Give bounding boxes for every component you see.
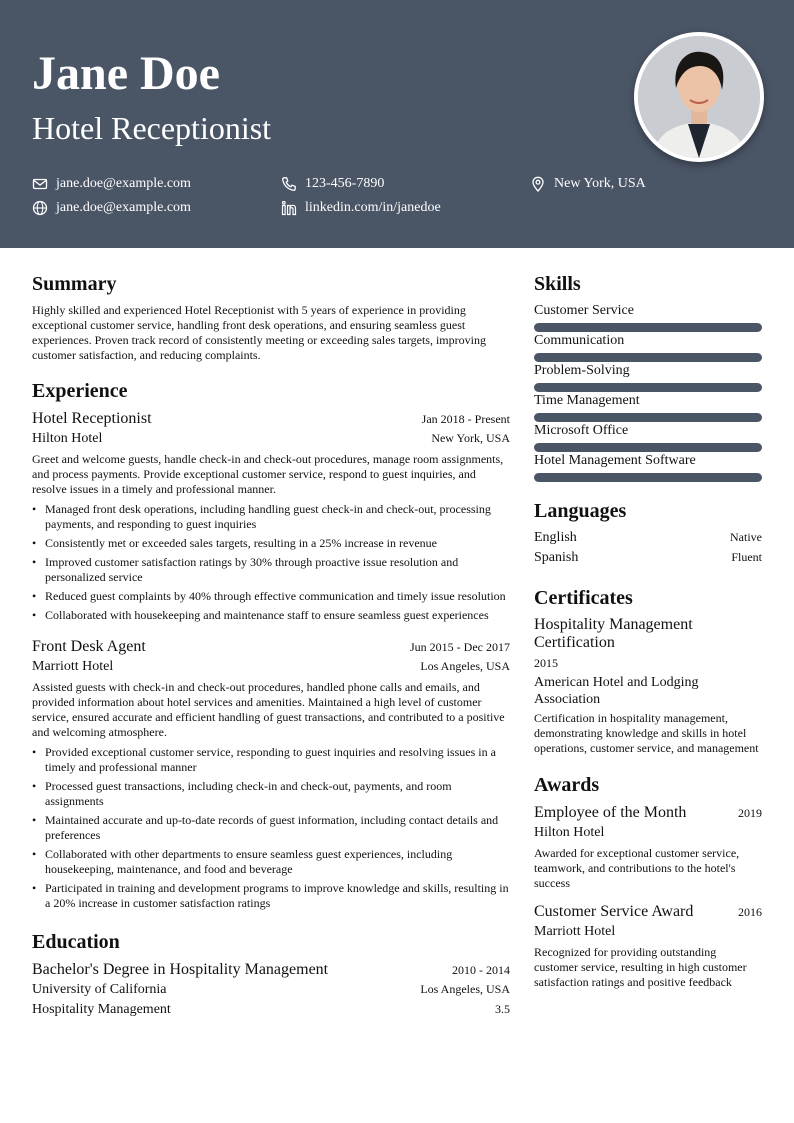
language-level: Native xyxy=(730,530,762,544)
list-item: • Collaborated with housekeeping and maintenance staff to ensure seamless guest experiences xyxy=(32,608,510,623)
award-name: Customer Service Award xyxy=(534,903,694,920)
skill-label: Problem-Solving xyxy=(534,363,630,378)
education-dates: 2010 - 2014 xyxy=(452,963,510,977)
list-item: • Collaborated with other departments to ensure seamless guest experiences, including housekeeping, maintenance, and food and beverage xyxy=(32,847,510,877)
contact-location xyxy=(530,175,646,193)
education-heading: Education xyxy=(32,931,120,953)
skill-label: Customer Service xyxy=(534,303,634,318)
degree: Bachelor's Degree in Hospitality Management xyxy=(32,961,329,978)
skill-label: Hotel Management Software xyxy=(534,453,696,468)
linkedin-icon xyxy=(281,200,297,216)
job-bullets xyxy=(32,502,510,623)
job-description: Greet and welcome guests, handle check-in and check-out procedures, manage room assignments, and process payments. Provide exceptional customer service, respond to guest inquiries, and resolve issues in a timely and professional manner. xyxy=(32,452,504,496)
job-location: New York, USA xyxy=(431,431,510,445)
mail-icon xyxy=(32,176,48,192)
website-text: jane.doe@example.com xyxy=(56,200,191,215)
awards-heading: Awards xyxy=(534,774,600,796)
award-entry xyxy=(534,803,762,891)
skill-bar xyxy=(534,323,762,332)
award-name: Employee of the Month xyxy=(534,804,687,821)
language-level: Fluent xyxy=(731,550,762,564)
skill-label: Communication xyxy=(534,333,625,348)
contact-website[interactable] xyxy=(32,199,191,217)
list-item: • Improved customer satisfaction ratings by 30% through proactive issue resolution and personalized service xyxy=(32,555,510,585)
contact-email[interactable] xyxy=(32,175,191,193)
phone-icon xyxy=(281,176,297,192)
award-description: Awarded for exceptional customer service, teamwork, and contributions to the hotel's success xyxy=(534,846,740,890)
list-item: • Consistently met or exceeded sales targets, resulting in a 25% increase in revenue xyxy=(32,536,510,551)
candidate-title: Hotel Receptionist xyxy=(32,110,272,146)
job-entry xyxy=(32,409,510,627)
list-item: • Managed front desk operations, including handling guest check-in and check-out, processing payments, and responding to guest inquiries xyxy=(32,502,510,532)
list-item: • Provided exceptional customer service, responding to guest inquiries and resolving issues in a timely and professional manner xyxy=(32,745,510,775)
award-org: Hilton Hotel xyxy=(534,825,605,840)
certificate-description: Certification in hospitality management, demonstrating knowledge and skills in hotel operations, customer service, and management xyxy=(534,711,759,755)
language-row xyxy=(534,529,762,546)
job-location: Los Angeles, USA xyxy=(420,659,510,673)
award-year: 2016 xyxy=(738,905,762,919)
job-dates: Jan 2018 - Present xyxy=(421,412,510,426)
email-text: jane.doe@example.com xyxy=(56,176,191,191)
candidate-name: Jane Doe xyxy=(32,47,220,100)
certificate-name: American Hotel and Lodging Association xyxy=(534,675,699,707)
location-text: New York, USA xyxy=(554,176,646,191)
certificates-heading: Certificates xyxy=(534,587,633,609)
list-item: • Processed guest transactions, including check-in and check-out, payments, and room assignments xyxy=(32,779,510,809)
resume-header xyxy=(0,0,794,248)
language-name: English xyxy=(534,530,577,545)
list-item: • Participated in training and development programs to improve knowledge and skills, resulting in a 20% increase in customer satisfaction ratings xyxy=(32,881,510,911)
certificate-year: 2015 xyxy=(534,656,558,670)
field-of-study: Hospitality Management xyxy=(32,1002,171,1017)
award-year: 2019 xyxy=(738,806,762,820)
skill-label: Time Management xyxy=(534,393,640,408)
award-description: Recognized for providing outstanding customer service, resulting in high customer satisfaction ratings and positive feedback xyxy=(534,945,747,989)
summary-heading: Summary xyxy=(32,273,117,295)
skill-bar xyxy=(534,413,762,422)
job-entry xyxy=(32,637,510,915)
list-item: • Maintained accurate and up-to-date records of guest information, including contact details and preferences xyxy=(32,813,510,843)
skill-bar xyxy=(534,383,762,392)
language-row xyxy=(534,549,762,566)
job-company: Marriott Hotel xyxy=(32,659,114,674)
job-description: Assisted guests with check-in and check-out procedures, handled phone calls and emails, and provided information about hotel services and amenities. Maintained a high level of customer service, ensured accurate and efficient handling of guest transactions, and contributed to a positive and welcoming atmosphere. xyxy=(32,680,505,739)
linkedin-text: linkedin.com/in/janedoe xyxy=(305,200,441,215)
contact-phone[interactable] xyxy=(281,175,384,193)
skill-label: Microsoft Office xyxy=(534,423,629,438)
language-name: Spanish xyxy=(534,550,579,565)
skill-bar xyxy=(534,473,762,482)
phone-text: 123-456-7890 xyxy=(305,176,385,191)
education-entry xyxy=(32,960,510,1020)
award-org: Marriott Hotel xyxy=(534,924,616,939)
summary-text: Highly skilled and experienced Hotel Receptionist with 5 years of experience in providing exceptional customer service, handling front desk operations, and ensuring seamless guest experiences. Proven track record of consistently meeting or exceeding sales targets, improving customer satisfaction, and reducing complaints. xyxy=(32,303,486,362)
job-bullets xyxy=(32,745,510,911)
certificate-entry xyxy=(534,616,762,671)
award-entry xyxy=(534,902,762,990)
experience-heading: Experience xyxy=(32,380,128,402)
job-dates: Jun 2015 - Dec 2017 xyxy=(410,640,510,654)
location-pin-icon xyxy=(530,176,546,192)
school: University of California xyxy=(32,982,167,997)
profile-photo xyxy=(634,32,764,162)
certificate-name: Hospitality Management Certification xyxy=(534,616,693,651)
contact-linkedin[interactable] xyxy=(281,199,441,217)
globe-icon xyxy=(32,200,48,216)
job-title: Hotel Receptionist xyxy=(32,410,152,427)
list-item: • Reduced guest complaints by 40% through effective communication and timely issue resolution xyxy=(32,589,510,604)
skills-heading: Skills xyxy=(534,273,581,295)
job-company: Hilton Hotel xyxy=(32,431,103,446)
skill-bar xyxy=(534,353,762,362)
gpa: 3.5 xyxy=(495,1002,510,1016)
skill-bar xyxy=(534,443,762,452)
languages-heading: Languages xyxy=(534,500,627,522)
job-title: Front Desk Agent xyxy=(32,638,146,655)
school-location: Los Angeles, USA xyxy=(420,982,510,996)
certificate-entry xyxy=(534,674,762,756)
